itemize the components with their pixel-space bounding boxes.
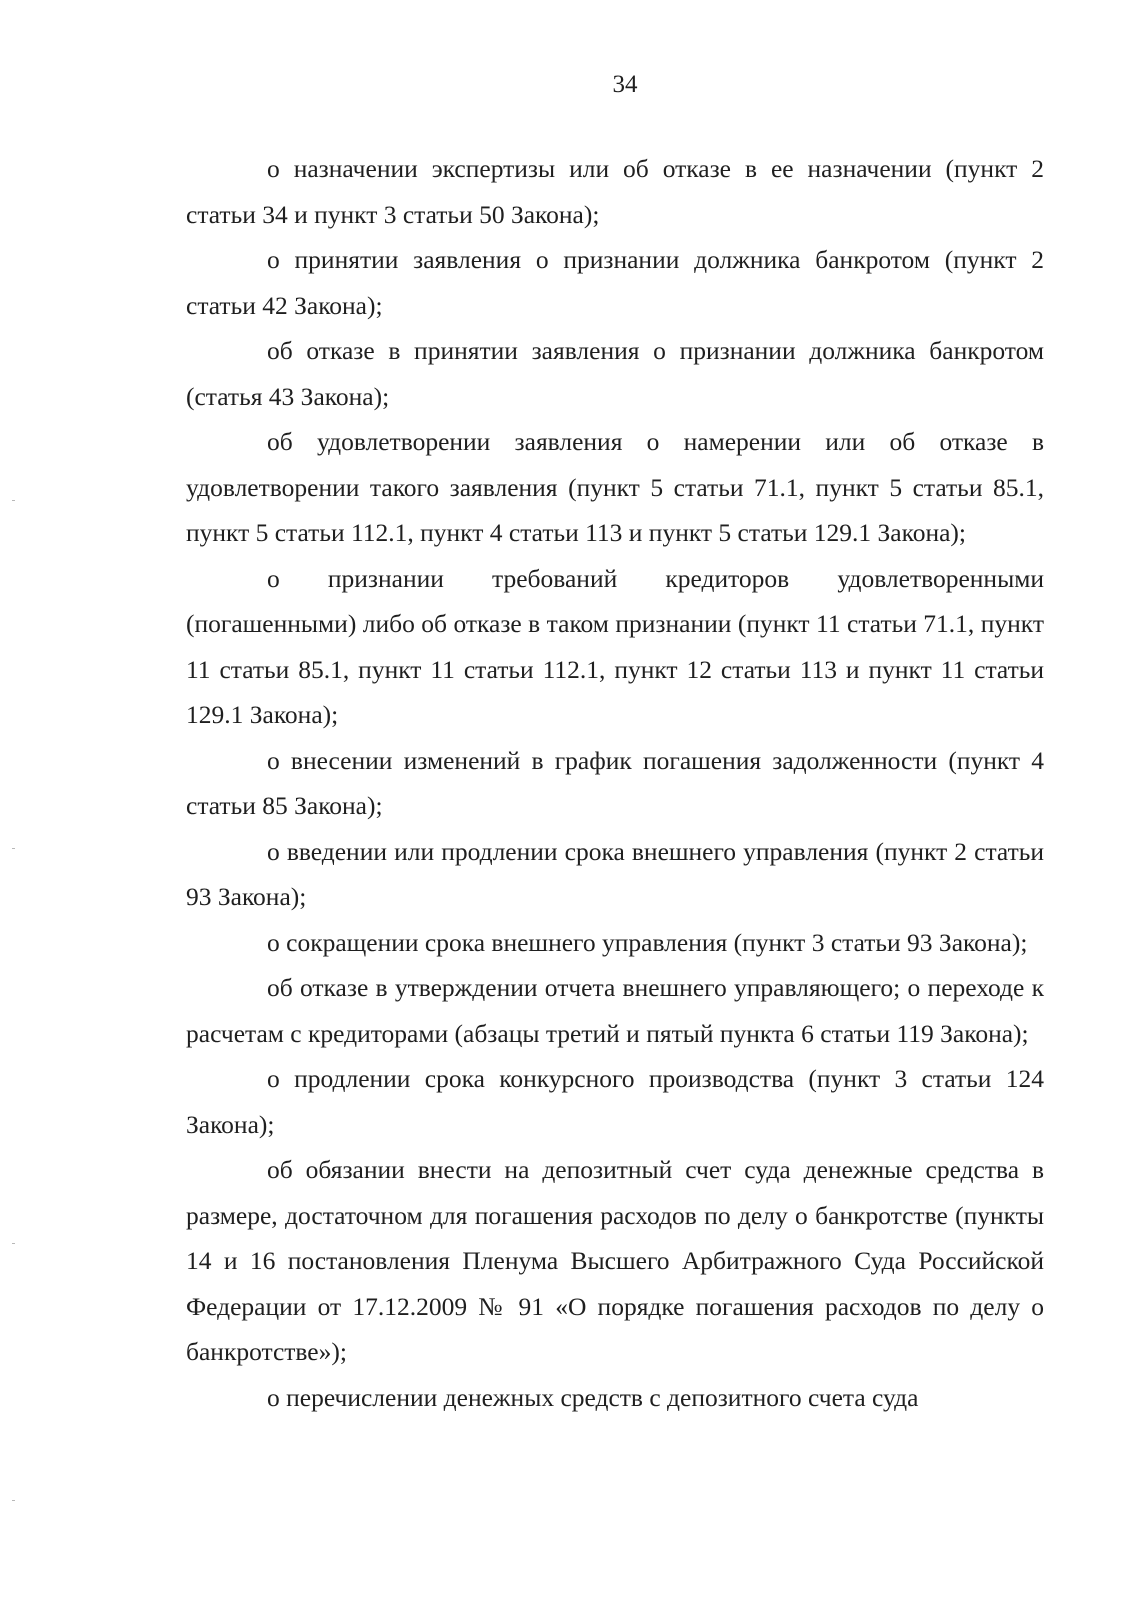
scan-mark [12,500,15,501]
paragraph-expertise: о назначении экспертизы или об отказе в ее назначении (пункт 2 статьи 34 и пункт 3 статьи 50 Закона); [186,154,1044,229]
paragraph-extend-proceedings: о продлении срока конкурсного производства (пункт 3 статьи 124 Закона); [186,1064,1044,1139]
document-body [186,146,1044,1420]
paragraph-report-refusal: об отказе в утверждении отчета внешнего управляющего; о переходе к расчетам с кредиторами (абзацы третий и пятый пункта 6 статьи 119 Закона); [186,973,1044,1048]
paragraph-acceptance: о принятии заявления о признании должника банкротом (пункт 2 статьи 42 Закона); [186,245,1044,320]
scan-mark [12,1243,15,1244]
page-number: 34 [612,71,638,98]
scan-mark [12,848,15,849]
paragraph-external-management: о введении или продлении срока внешнего управления (пункт 2 статьи 93 Закона); [186,836,1044,911]
paragraph-deposit-obligation: об обязании внести на депозитный счет суда денежные средства в размере, достаточном для погашения расходов по делу о банкротстве (пункты 14 и 16 постановления Пленума Высшего Арбитражного Суда Российской Федерации от 17.12.2009 № 91 «О порядке погашения расходов по делу о банкротстве»); [186,1155,1044,1366]
paragraph-intention: об удовлетворении заявления о намерении или об отказе в удовлетворении такого заявления (пункт 5 статьи 71.1, пункт 5 статьи 85.1, пункт 5 статьи 112.1, пункт 4 статьи 113 и пункт 5 статьи 129.1 Закона); [186,427,1044,547]
paragraph-repayment-schedule: о внесении изменений в график погашения задолженности (пункт 4 статьи 85 Закона); [186,745,1044,820]
paragraph-funds-transfer: о перечислении денежных средств с депозитного счета суда [267,1382,919,1412]
paragraph-refusal-acceptance: об отказе в принятии заявления о признании должника банкротом (статья 43 Закона); [186,336,1044,411]
paragraph-creditor-claims: о признании требований кредиторов удовлетворенными (погашенными) либо об отказе в таком признании (пункт 11 статьи 71.1, пункт 11 статьи 85.1, пункт 11 статьи 112.1, пункт 12 статьи 113 и пункт 11 статьи 129.1 Закона); [186,563,1044,729]
scan-mark [12,1500,15,1501]
paragraph-reduce-term: о сокращении срока внешнего управления (пункт 3 статьи 93 Закона); [267,927,1028,957]
